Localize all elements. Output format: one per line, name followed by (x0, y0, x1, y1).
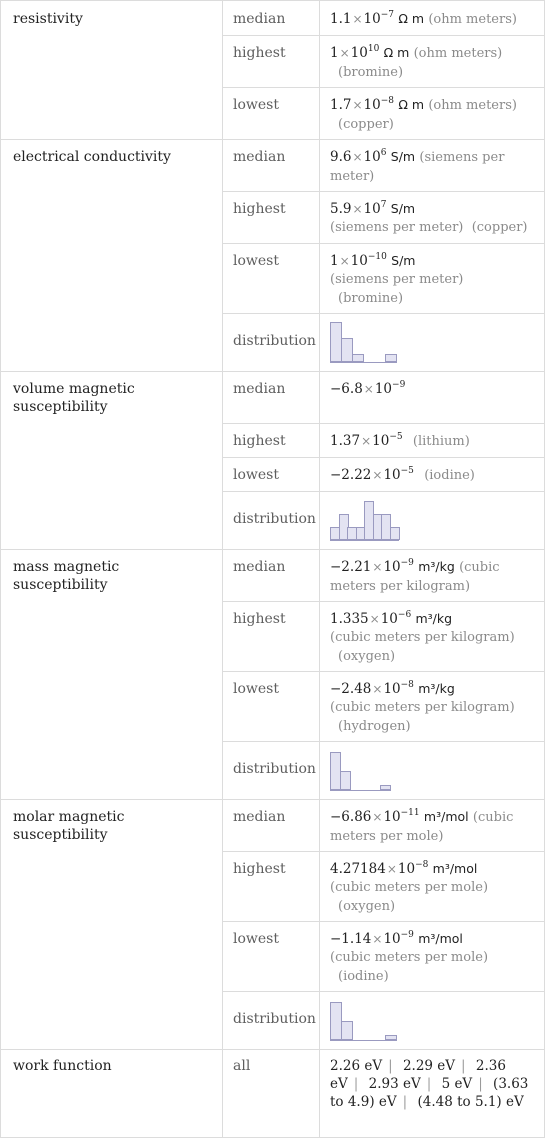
times-sign: × (339, 254, 350, 268)
exponent: −9 (400, 930, 414, 940)
mantissa: 1.1 (330, 11, 352, 27)
times-sign: × (352, 150, 363, 164)
stat-label: highest (233, 611, 286, 627)
unit: Ω m (398, 11, 425, 26)
value-cell (330, 680, 536, 736)
mantissa: 1 (330, 45, 339, 61)
exponent: −5 (400, 466, 414, 476)
histogram-bar (385, 354, 397, 362)
unit-description: (siemens per meter) (330, 150, 505, 184)
base-ten: 10 (397, 861, 416, 877)
stat-label: highest (233, 201, 286, 217)
stat-label: distribution (233, 333, 316, 349)
value-separator: | (461, 1058, 466, 1074)
base-ten: 10 (363, 97, 381, 113)
times-sign: × (372, 810, 383, 824)
unit-description: (siemens per meter) (330, 220, 464, 235)
value-cell (330, 432, 536, 451)
property-label-mass-magnetic-susceptibility: mass magnetic susceptibility (13, 559, 120, 593)
mantissa: −2.21 (330, 559, 372, 575)
mantissa: 9.6 (330, 149, 352, 165)
times-sign: × (352, 12, 363, 26)
exponent: −9 (392, 380, 406, 390)
times-sign: × (339, 46, 350, 60)
work-function-value: (3.63 to 4.9) eV (330, 1076, 529, 1110)
stat-label: highest (233, 45, 286, 61)
property-label-molar-magnetic-susceptibility: molar magnetic susceptibility (13, 809, 125, 843)
times-sign: × (372, 932, 383, 946)
stat-label: all (233, 1058, 251, 1074)
base-ten: 10 (383, 559, 401, 575)
element-name: (iodine) (338, 969, 389, 984)
mantissa: 1 (330, 253, 339, 269)
element-name: (bromine) (338, 291, 404, 306)
base-ten: 10 (383, 809, 401, 825)
exponent: −5 (389, 432, 403, 442)
work-function-values (330, 1057, 530, 1111)
value-cell (330, 10, 536, 29)
work-function-value: (4.48 to 5.1) eV (417, 1094, 524, 1110)
base-ten: 10 (383, 467, 401, 483)
mantissa: −2.48 (330, 681, 372, 697)
stat-label: distribution (233, 1011, 316, 1027)
element-name: (lithium) (412, 434, 470, 449)
base-ten: 10 (383, 931, 401, 947)
histogram-bar (340, 771, 351, 790)
property-label-electrical-conductivity: electrical conductivity (13, 149, 171, 165)
histogram-baseline (330, 1040, 397, 1041)
exponent: −11 (400, 808, 420, 818)
value-cell (330, 252, 536, 308)
unit: m³/kg (418, 681, 455, 696)
value-separator: | (388, 1058, 393, 1074)
base-ten: 10 (350, 253, 368, 269)
stat-label: lowest (233, 253, 279, 269)
stat-label: distribution (233, 511, 316, 527)
times-sign: × (369, 612, 380, 626)
unit-description: (ohm meters) (428, 98, 517, 113)
base-ten: 10 (380, 611, 398, 627)
stat-label: median (233, 559, 286, 575)
work-function-value: 5 eV (441, 1076, 473, 1092)
exponent: −8 (380, 96, 395, 106)
value-cell (330, 610, 536, 666)
value-cell (330, 380, 536, 398)
base-ten: 10 (363, 201, 381, 217)
exponent: −9 (400, 558, 414, 568)
unit-description: (cubic meters per mole) (330, 810, 514, 844)
property-label-resistivity: resistivity (13, 11, 83, 27)
stat-label: lowest (233, 681, 279, 697)
exponent: 6 (380, 148, 387, 158)
histogram-baseline (330, 790, 391, 791)
stat-label: median (233, 381, 286, 397)
element-name: (oxygen) (338, 649, 396, 664)
value-cell (330, 860, 536, 916)
value-cell (330, 44, 536, 82)
stat-label: median (233, 11, 286, 27)
stat-label: lowest (233, 931, 279, 947)
mantissa: −6.86 (330, 809, 372, 825)
value-cell (330, 200, 536, 237)
property-label-volume-magnetic-susceptibility: volume magnetic susceptibility (13, 381, 135, 415)
times-sign: × (352, 98, 363, 112)
exponent: −7 (380, 10, 395, 20)
stat-label: median (233, 149, 286, 165)
value-cell (330, 930, 536, 986)
histogram-bar (352, 354, 364, 362)
unit-description: (siemens per meter) (330, 272, 464, 287)
exponent: −10 (367, 252, 387, 262)
value-cell (330, 558, 536, 596)
base-ten: 10 (363, 149, 381, 165)
unit-description: (cubic meters per kilogram) (330, 630, 515, 645)
mantissa: 1.37 (330, 433, 361, 449)
exponent: −6 (397, 610, 412, 620)
stat-label: highest (233, 861, 286, 877)
work-function-value: 2.93 eV (368, 1076, 421, 1092)
stat-label: distribution (233, 761, 316, 777)
base-ten: 10 (374, 381, 393, 397)
histogram-baseline (330, 362, 397, 363)
histogram-bar (341, 1021, 353, 1040)
mantissa: 1.7 (330, 97, 352, 113)
value-cell (330, 148, 536, 186)
base-ten: 10 (383, 681, 401, 697)
unit-description: (ohm meters) (428, 12, 517, 27)
mantissa: 4.27184 (330, 861, 386, 877)
mantissa: 5.9 (330, 201, 352, 217)
base-ten: 10 (363, 11, 381, 27)
histogram-bar (390, 527, 400, 540)
unit-description: (cubic meters per mole) (330, 880, 489, 895)
work-function-value: 2.29 eV (402, 1058, 456, 1074)
work-function-value: 2.26 eV (330, 1058, 383, 1074)
value-separator: | (478, 1076, 483, 1092)
times-sign: × (361, 434, 372, 448)
times-sign: × (372, 682, 383, 696)
value-separator: | (426, 1076, 432, 1092)
work-function-value: 2.36 eV (330, 1058, 506, 1092)
stat-label: highest (233, 433, 286, 449)
times-sign: × (386, 862, 397, 876)
unit-description: (ohm meters) (413, 46, 503, 61)
element-name: (copper) (471, 220, 528, 235)
value-cell (330, 466, 536, 485)
unit: Ω m (383, 45, 410, 60)
unit: m³/kg (415, 611, 453, 626)
element-name: (iodine) (424, 468, 475, 483)
element-name: (bromine) (338, 65, 404, 80)
unit: S/m (391, 253, 416, 268)
mantissa: −2.22 (330, 467, 372, 483)
exponent: −8 (400, 680, 414, 690)
unit-description: (cubic meters per mole) (330, 950, 489, 965)
property-label-work-function: work function (13, 1058, 112, 1074)
value-cell (330, 808, 536, 846)
mantissa: −1.14 (330, 931, 372, 947)
base-ten: 10 (372, 433, 390, 449)
mantissa: −6.8 (330, 381, 363, 397)
unit: m³/mol (418, 931, 463, 946)
mantissa: 1.335 (330, 611, 369, 627)
unit: m³/mol (423, 809, 469, 824)
element-name: (oxygen) (338, 899, 396, 914)
unit: m³/mol (432, 861, 478, 876)
unit: Ω m (398, 97, 425, 112)
base-ten: 10 (350, 45, 368, 61)
exponent: 7 (380, 200, 387, 210)
times-sign: × (363, 382, 374, 396)
times-sign: × (372, 560, 383, 574)
times-sign: × (372, 468, 383, 482)
times-sign: × (352, 202, 363, 216)
element-name: (hydrogen) (338, 719, 411, 734)
unit: m³/kg (418, 559, 455, 574)
value-separator: | (402, 1094, 408, 1110)
unit: S/m (390, 149, 416, 164)
value-separator: | (353, 1076, 359, 1092)
stat-label: median (233, 809, 286, 825)
value-cell (330, 96, 536, 134)
histogram-baseline (330, 540, 399, 541)
stat-label: lowest (233, 97, 279, 113)
unit: S/m (390, 201, 416, 216)
stat-label: lowest (233, 467, 279, 483)
unit-description: (cubic meters per kilogram) (330, 700, 515, 715)
unit-description: (cubic meters per kilogram) (330, 560, 500, 594)
element-name: (copper) (338, 117, 394, 132)
exponent: −8 (415, 860, 429, 870)
exponent: 10 (367, 44, 380, 54)
